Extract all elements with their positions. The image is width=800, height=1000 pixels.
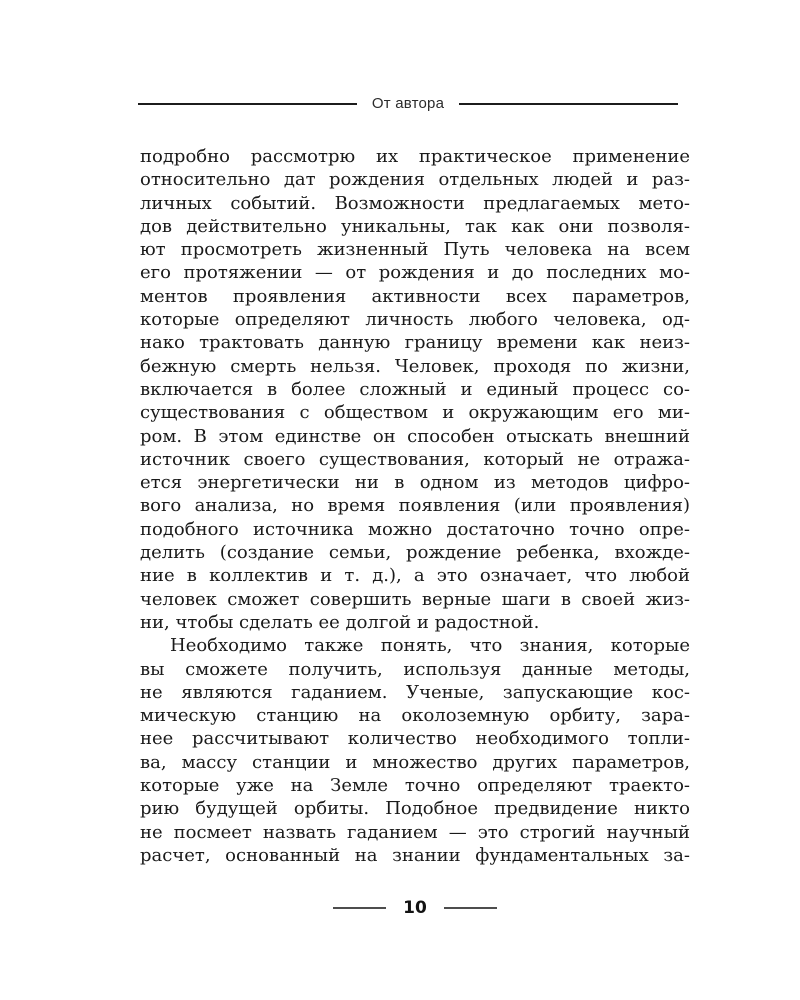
text-line: относительно дат рождения отдельных людей и раз-: [140, 169, 690, 191]
footer-rule-right: [444, 907, 497, 909]
text-line: подобного источника можно достаточно точно опре-: [140, 518, 690, 540]
text-line: которые определяют личность любого человека, од-: [140, 309, 690, 331]
text-line: человек сможет совершить верные шаги в своей жиз-: [140, 588, 690, 610]
text-line: личных событий. Возможности предлагаемых мето-: [140, 192, 690, 214]
text-line: ва, массу станции и множество других параметров,: [140, 751, 690, 773]
text-line: включается в более сложный и единый процесс со-: [140, 378, 690, 400]
text-line: ментов проявления активности всех параметров,: [140, 285, 690, 307]
text-line: ни, чтобы сделать ее долгой и радостной.: [140, 611, 540, 633]
text-line: не посмеет назвать гаданием — это строгий научный: [140, 821, 690, 843]
page-body: [140, 145, 690, 867]
page-footer: [140, 898, 690, 918]
footer-rule-left: [333, 907, 386, 909]
running-header: [138, 95, 678, 112]
text-line: бежную смерть нельзя. Человек, проходя по жизни,: [140, 355, 690, 377]
text-line: ром. В этом единстве он способен отыскать внешний: [140, 425, 690, 447]
paragraph: [140, 145, 690, 634]
text-line: подробно рассмотрю их практическое применение: [140, 146, 690, 167]
text-line: не являются гаданием. Ученые, запускающие кос-: [140, 681, 690, 703]
text-line: ют просмотреть жизненный Путь человека на всем: [140, 239, 690, 261]
text-line: нако трактовать данную границу времени как неиз-: [140, 332, 690, 354]
text-line: рию будущей орбиты. Подобное предвидение никто: [140, 798, 690, 820]
text-line: ние в коллектив и т. д.), а это означает, что любой: [140, 565, 690, 587]
text-line: делить (создание семьи, рождение ребенка, вхожде-: [140, 542, 690, 564]
text-line: мическую станцию на околоземную орбиту, зара-: [140, 705, 690, 727]
paragraph: [140, 634, 690, 867]
text-line: его протяжении — от рождения и до последних мо-: [140, 262, 690, 284]
text-line: существования с обществом и окружающим его ми-: [140, 402, 690, 424]
text-line: вого анализа, но время появления (или проявления): [140, 495, 690, 517]
text-line: ется энергетически ни в одном из методов цифро-: [140, 472, 690, 494]
text-line: которые уже на Земле точно определяют траекто-: [140, 775, 690, 797]
text-line: вы сможете получить, используя данные методы,: [140, 658, 690, 680]
text-line: источник своего существования, который не отража-: [140, 448, 690, 470]
running-header-title: От автора: [371, 95, 445, 112]
header-rule-left: [138, 103, 357, 105]
header-rule-right: [459, 103, 678, 105]
text-line: расчет, основанный на знании фундаментальных за-: [140, 844, 690, 866]
text-line: Необходимо также понять, что знания, которые: [170, 635, 690, 657]
text-line: нее рассчитывают количество необходимого топли-: [140, 728, 690, 750]
text-line: дов действительно уникальны, так как они позволя-: [140, 215, 690, 237]
page-number: 10: [403, 898, 427, 918]
